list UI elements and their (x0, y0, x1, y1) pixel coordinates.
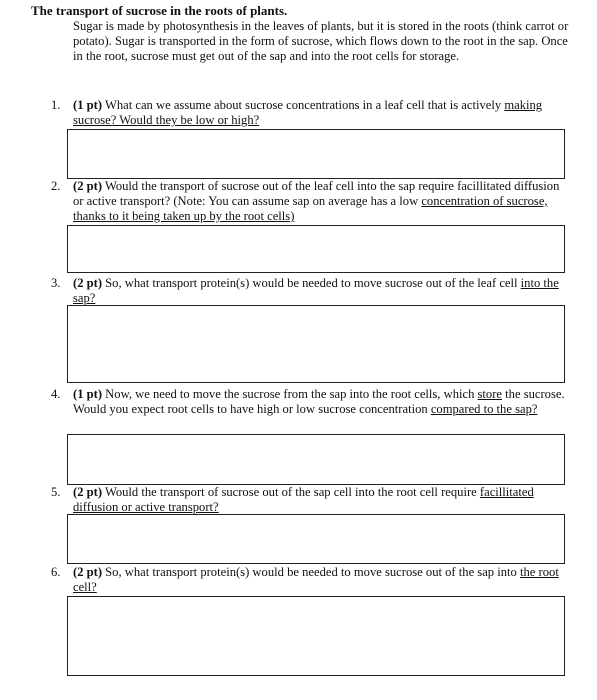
question-number: 5. (51, 485, 61, 499)
answer-box-6[interactable] (67, 596, 565, 676)
question-number: 2. (51, 179, 61, 193)
answer-box-3[interactable] (67, 305, 565, 383)
question-text: (1 pt) Now, we need to move the sucrose from the sap into the root cells, which store the sucrose. Would you expect root cells to have high or low sucrose concentration compared to the sap? (73, 387, 565, 416)
intro-paragraph: Sugar is made by photosynthesis in the leaves of plants, but it is stored in the roots (think carrot or potato). Sugar is transported in the form of sucrose, which flows down to the root in the sap. Once in the root, sucrose must get out of the sap and into the root cells for storage. (73, 19, 569, 63)
question-points: (2 pt) (73, 485, 103, 499)
question-points: (2 pt) (73, 179, 103, 193)
answer-box-1[interactable] (67, 129, 565, 179)
question-number: 4. (51, 387, 61, 401)
answer-box-2[interactable] (67, 225, 565, 273)
question-text: (2 pt) So, what transport protein(s) would be needed to move sucrose out of the sap into the root cell? (73, 565, 559, 594)
question-points: (1 pt) (73, 98, 103, 112)
question-points: (2 pt) (73, 276, 103, 290)
answer-box-4[interactable] (67, 434, 565, 485)
question-number: 3. (51, 276, 61, 290)
question-points: (2 pt) (73, 565, 103, 579)
question-text: (2 pt) Would the transport of sucrose out of the leaf cell into the sap require facillitated diffusion or active transport? (Note: You can assume sap on average has a low concentration of sucrose, thanks to it being taken up by the root cells) (73, 179, 560, 223)
question-number: 6. (51, 565, 61, 579)
question-points: (1 pt) (73, 387, 103, 401)
question-number: 1. (51, 98, 61, 112)
document-title: The transport of sucrose in the roots of plants. (31, 3, 288, 18)
question-text: (2 pt) Would the transport of sucrose out of the sap cell into the root cell require facillitated diffusion or active transport? (73, 485, 534, 514)
answer-box-5[interactable] (67, 514, 565, 564)
question-text: (1 pt) What can we assume about sucrose concentrations in a leaf cell that is actively making sucrose? Would they be low or high? (73, 98, 543, 127)
question-text: (2 pt) So, what transport protein(s) would be needed to move sucrose out of the leaf cell into the sap? (73, 276, 559, 305)
